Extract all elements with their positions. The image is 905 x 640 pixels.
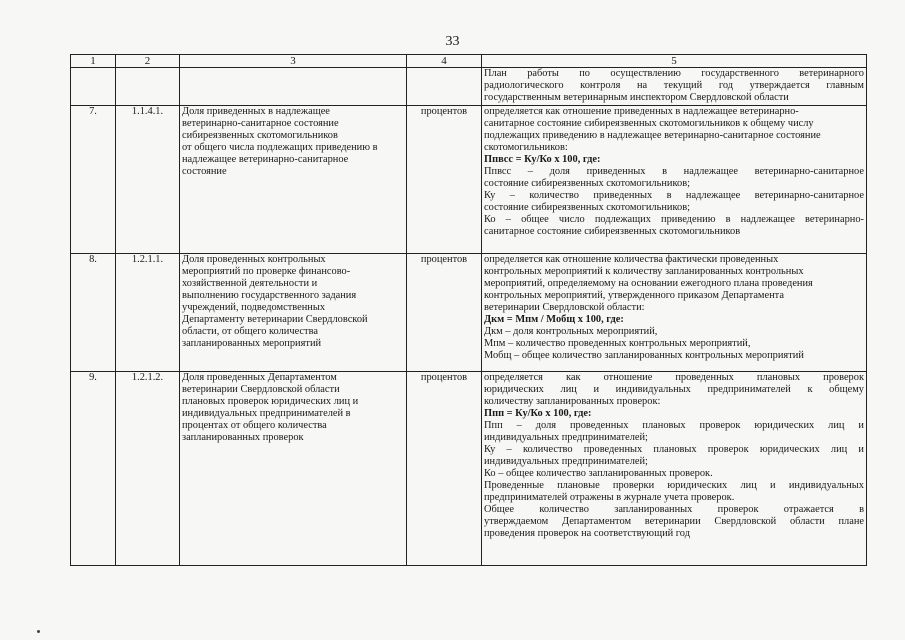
- text-line: учреждений, подведомственных: [182, 302, 326, 313]
- column-number: 3: [180, 55, 407, 68]
- text-line: скотомогильников:: [484, 142, 568, 153]
- text-line: ветеринарии Свердловской области: [182, 384, 340, 395]
- text-line: Доля проведенных Департаментом: [182, 372, 337, 383]
- text-line: Дкм – доля контрольных мероприятий,: [484, 326, 658, 337]
- text-line: санитарное состояние сибиреязвенных скотомогильников: [484, 226, 741, 237]
- text-line: Ппвсс – доля приведенных в надлежащее ветеринарно-санитарное: [484, 166, 864, 177]
- text-line: мероприятий по проверке финансово-: [182, 266, 351, 277]
- table-row: [71, 254, 867, 372]
- text-line: определяется как отношение количества фактически проведенных: [484, 254, 779, 265]
- text-line: Мобщ – общее количество запланированных контрольных мероприятий: [484, 350, 804, 361]
- text-line: запланированных мероприятий: [182, 338, 322, 349]
- text-line: процентах от общего количества: [182, 420, 327, 431]
- formula: Ппвсс = Ку/Ко х 100, где:: [484, 154, 601, 165]
- text-line: Ппп – доля проведенных плановых проверок юридических лиц и: [484, 420, 864, 431]
- text-line: Ко – общее количество запланированных проверок.: [484, 468, 713, 479]
- text-line: хозяйственной деятельности и: [182, 278, 318, 289]
- row-number: 8.: [71, 254, 116, 372]
- text-line: ветеринарно-санитарное состояние: [182, 118, 339, 129]
- text-line: выполнению государственного задания: [182, 290, 357, 301]
- text-line: санитарное состояние сибиреязвенных скотомогильников к общему числу: [484, 118, 814, 129]
- text-line: государственным ветеринарным инспектором Свердловской области: [484, 92, 789, 103]
- text-line: Доля приведенных в надлежащее: [182, 106, 330, 117]
- text-line: состояние сибиреязвенных скотомогильников;: [484, 178, 690, 189]
- indicator-name: [180, 372, 407, 566]
- text-line: утверждаемом Департаментом ветеринарии Свердловской области плане: [484, 516, 864, 527]
- indicator-name: [180, 106, 407, 254]
- indicator-code: 1.2.1.1.: [116, 254, 180, 372]
- text-line: индивидуальных предпринимателей в: [182, 408, 351, 419]
- text-line: Ку – количество проведенных плановых проверок юридических лиц и: [484, 444, 864, 455]
- text-line: проведения проверок на соответствующий год: [484, 528, 690, 539]
- text-line: Общее количество запланированных проверок отражается в: [484, 504, 864, 515]
- row-number: 9.: [71, 372, 116, 566]
- table-row-continuation: [71, 68, 867, 106]
- text-line: юридических лиц и индивидуальных предпринимателей к общему: [484, 384, 864, 395]
- text-line: предпринимателей отражены в журнале учета проверок.: [484, 492, 735, 503]
- text-line: Проведенные плановые проверки юридических лиц и индивидуальных: [484, 480, 864, 491]
- unit: процентов: [407, 254, 482, 372]
- formula: Дкм = Мпм / Мобщ х 100, где:: [484, 314, 624, 325]
- unit: процентов: [407, 106, 482, 254]
- text-line: сибиреязвенных скотомогильников: [182, 130, 338, 141]
- text-line: определяется как отношение приведенных в надлежащее ветеринарно-: [484, 106, 799, 117]
- text-line: индивидуальных предпринимателей;: [484, 456, 648, 467]
- column-number: 2: [116, 55, 180, 68]
- text-line: состояние: [182, 166, 227, 177]
- text-line: состояние сибиреязвенных скотомогильников;: [484, 202, 690, 213]
- method-description: [482, 254, 867, 372]
- method-description: [482, 106, 867, 254]
- column-number: 4: [407, 55, 482, 68]
- text-line: плановых проверок юридических лиц и: [182, 396, 359, 407]
- column-number: 1: [71, 55, 116, 68]
- text-line: Мпм – количество проведенных контрольных мероприятий,: [484, 338, 751, 349]
- column-number: 5: [482, 55, 867, 68]
- method-description: [482, 68, 867, 106]
- text-line: области, от общего количества: [182, 326, 318, 337]
- indicator-code: 1.1.4.1.: [116, 106, 180, 254]
- text-line: контрольных мероприятий к количеству запланированных контрольных: [484, 266, 804, 277]
- formula: Ппп = Ку/Ко х 100, где:: [484, 408, 592, 419]
- text-line: индивидуальных предпринимателей;: [484, 432, 648, 443]
- indicator-table: [70, 54, 867, 566]
- page-number: 33: [445, 34, 460, 49]
- text-line: от общего числа подлежащих приведению в: [182, 142, 378, 153]
- text-line: надлежащее ветеринарно-санитарное: [182, 154, 349, 165]
- indicator-name: [180, 254, 407, 372]
- text-line: радиологического контроля на текущий год утверждается главным: [484, 80, 864, 91]
- unit: процентов: [407, 372, 482, 566]
- table-row: [71, 372, 867, 566]
- method-description: [482, 372, 867, 566]
- text-line: определяется как отношение проведенных плановых проверок: [484, 372, 864, 383]
- text-line: ветеринарии Свердловской области:: [484, 302, 645, 313]
- text-line: План работы по осуществлению государственного ветеринарного: [484, 68, 864, 79]
- row-number: 7.: [71, 106, 116, 254]
- text-line: Ко – общее число подлежащих приведению в надлежащее ветеринарно-: [484, 214, 864, 225]
- text-line: запланированных проверок: [182, 432, 304, 443]
- table-row: [71, 106, 867, 254]
- column-number-row: [71, 55, 867, 68]
- text-line: количеству запланированных проверок:: [484, 396, 661, 407]
- indicator-code: 1.2.1.2.: [116, 372, 180, 566]
- text-line: мероприятий, определяемому на основании ежегодного плана проведения: [484, 278, 813, 289]
- text-line: подлежащих приведению в надлежащее ветеринарно-санитарное состояние: [484, 130, 821, 141]
- text-line: Доля проведенных контрольных: [182, 254, 326, 265]
- text-line: Ку – количество приведенных в надлежащее ветеринарно-санитарное: [484, 190, 864, 201]
- scan-speck: [37, 630, 40, 633]
- text-line: контрольных мероприятий, утвержденного приказом Департамента: [484, 290, 784, 301]
- text-line: Департаменту ветеринарии Свердловской: [182, 314, 368, 325]
